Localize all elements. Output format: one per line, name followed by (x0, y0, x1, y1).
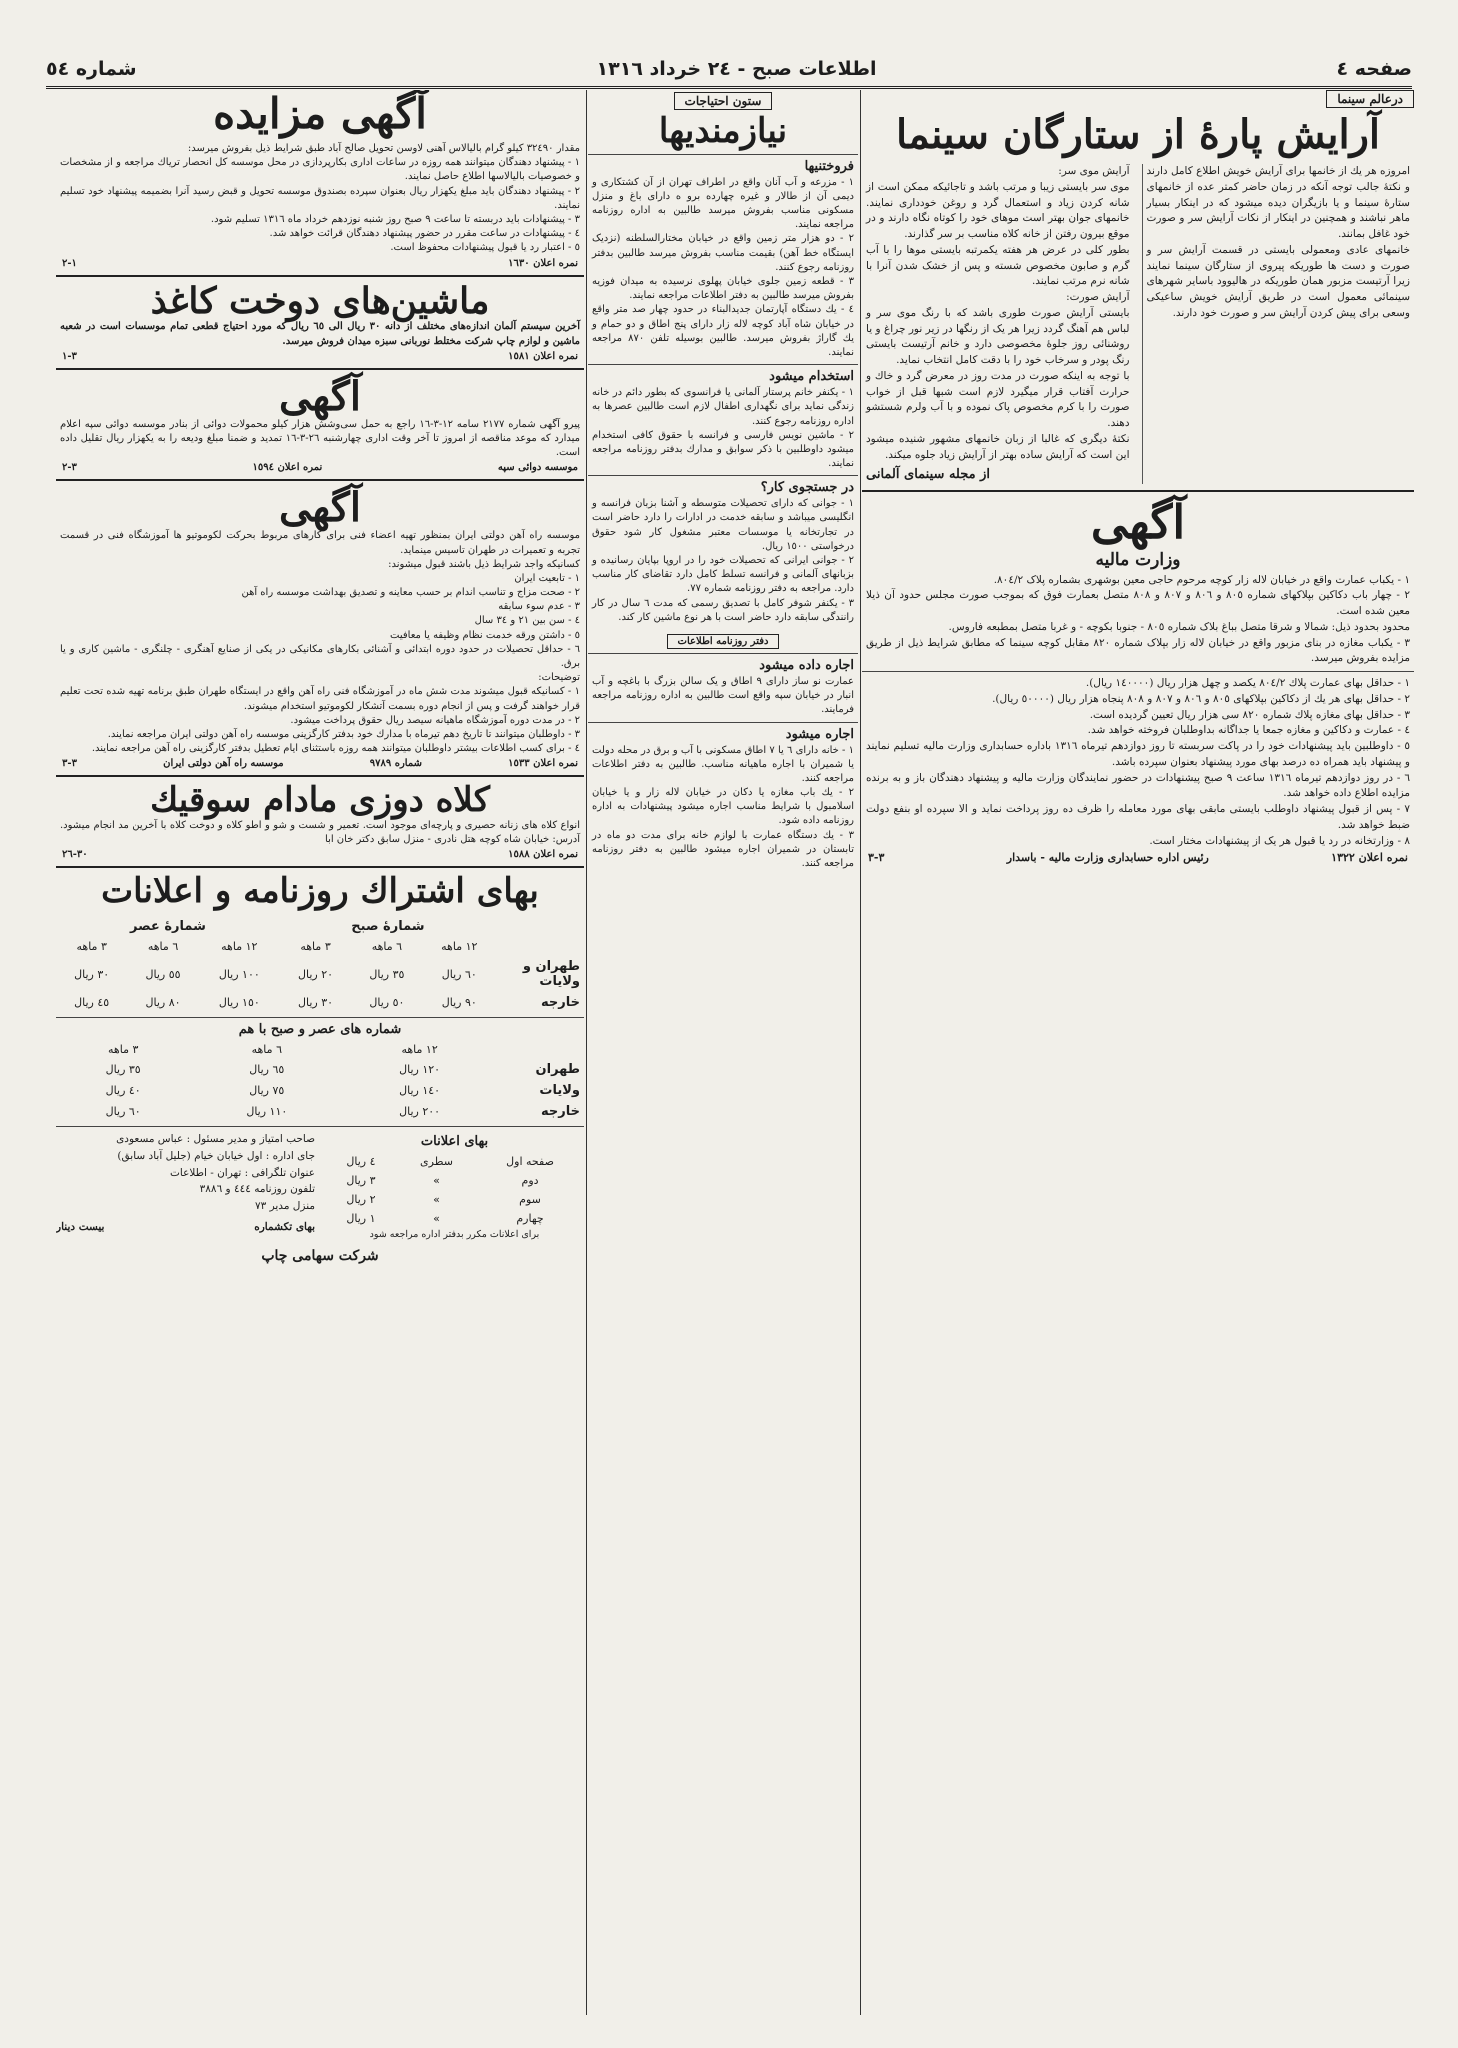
auction-ad-number: نمره اعلان ١٦٣٠ (508, 257, 578, 269)
sewing-title: ماشین‌های دوخت کاغذ (150, 279, 490, 322)
rate-cell: ٣٠ ریال (298, 996, 334, 1010)
rate-cell: ١١٠ ریال (246, 1105, 288, 1119)
table-row (56, 1059, 584, 1080)
ads-head: بهای اعلانات (420, 1134, 489, 1150)
rate-cell: ٩٠ ریال (441, 996, 477, 1010)
table-row (325, 1171, 584, 1190)
table-row (325, 1152, 584, 1171)
needs-kicker-wrap (588, 90, 858, 110)
rate-cell: ٣٥ ریال (105, 1063, 141, 1077)
row-label: خارجه (541, 1104, 580, 1120)
finance-ad-body: ١ - یکباب عمارت واقع در خیابان لاله زار کوچه مرحوم حاجی معین بوشهری بشماره پلاک ٨٠٤/٢. ٢ - چهار باب دکاکین بپلاکهای شماره ٨٠٥ و ٨٠٦ و ٨٠٧ و ٨٠٨ متصل بعمارت فوق که بموجب صورت مجلس حدود آن ذیلا معین شده است. محدود بحدود ذیل: شمالا و شرقا متصل بباغ بلاک شماره ٨٠٥ - جنوبا بکوچه - و غربا متصل بمطبعه فاروس. ٣ - یکباب مغازه در بنای مزبور واقع در خیابان لاله زار بپلاک شماره ٨٢٠ مقابل کوچه سینما که مطابق شرایط ذیل از طریق مزایده بفروش میرسد. (866, 573, 1410, 665)
single-price-label: بهای تکشماره (254, 1221, 315, 1234)
needs-section-head: در جستجوی کار؟ (760, 480, 854, 496)
rates-bottom (56, 1131, 584, 1241)
divider (588, 475, 858, 476)
rate-cell: ٣٠ ریال (74, 967, 110, 981)
needs-section-head: فروختنیها (804, 158, 854, 174)
hats-body: انواع کلاه های زنانه حصیری و پارچه‌ای موجود است. تعمیر و شست و شو و اطو کلاه و دوخت کلاه با آخرین مد انجام میشود. آدرس: خیابان شاه کوچه هتل نادری - منزل سابق دکتر خان ابا (60, 820, 580, 846)
period-cell: ٣ ماهه (76, 940, 107, 954)
ads-unit: » (433, 1174, 440, 1188)
telegraph: عنوان تلگرافی : تهران - اطلاعات (169, 1166, 315, 1179)
divider (862, 671, 1414, 672)
table-row (56, 1040, 584, 1059)
single-price: بیست دینار (56, 1221, 105, 1234)
auction-count: ١-٢ (62, 257, 77, 269)
finance-ad-count: ٣-٣ (868, 851, 885, 865)
needs-section (588, 727, 858, 872)
cinema-title: آرایش پارهٔ از ستارگان سینما (895, 111, 1381, 158)
finance-ad-footer (868, 851, 1408, 864)
page-number: صفحه ٤ (1336, 58, 1412, 80)
needs-footer: دفتر روزنامه اطلاعات (667, 634, 780, 649)
period-cell: ٦ ماهه (371, 940, 403, 954)
rate-cell: ٥٥ ریال (145, 967, 181, 981)
finance-ad-subtitle: وزارت مالیه (1095, 549, 1181, 570)
needs-section-head: اجاره میشود (785, 726, 854, 742)
sewing-body: آخرین سیستم آلمان اندازه‌های مختلف از دانه ٣٠ ریال الی ٦٥ ریال که مورد احتیاج قطعی تمام موسسات است در شعبه ماشین و لوازم چاپ شرکت مختلط نوربانی سبزه میدان فروش میرسد. (60, 321, 580, 347)
rate-cell: ٢٠٠ ریال (399, 1105, 441, 1119)
sewing-count: ٣-١ (62, 350, 77, 362)
needs-section-text: عمارت نو ساز دارای ٩ اطاق و یک سالن بزرگ با باغچه و آب انبار در خیابان سپه واقع است طالبین به اداره روزنامه مراجعه فرمایند. (592, 675, 855, 716)
cinema-source: از مجله سینمای آلمانی (866, 467, 990, 483)
rate-cell: ٤٠ ریال (105, 1084, 141, 1098)
right-column (862, 90, 1414, 2020)
period-cell: ١٢ ماهه (441, 940, 478, 954)
evening-head: شمارهٔ عصر (130, 919, 206, 935)
sewing-footer (62, 351, 578, 362)
divider (56, 775, 584, 777)
cinema-body (862, 164, 1414, 484)
auction-body: مقدار ٣٢٤٩٠ کیلو گرام بالیالاس آهنی لاوسن تحویل صالح آباد طبق شرایط ذیل بفروش میرسد: ١ - پیشنهاد دهندگان میتوانند همه روزه در ساعات اداری بکارپردازی در محل موسسه کل انحصار تریاك مراجعه و از مشخصات و خصوصیات بالیالاسها اطلاع حاصل نمایند. ٢ - پیشنهاد دهندگان باید مبلغ یکهزار ریال بعنوان سپرده بصندوق موسسه تحویل و قبض رسید آنرا بضمیمه پیشنهاد خود تسلیم نمایند. ٣ - پیشنهادات باید دربسته تا ساعت ٩ صبح روز شنبه نوزدهم خرداد ماه ١٣١٦ تسلیم شود. ٤ - پیشنهادات در ساعت مقرر در حضور پیشنهاد دهندگان قرائت خواهد شد. ٥ - اعتبار رد یا قبول پیشنهادات محفوظ است. (60, 143, 580, 254)
page-header (46, 52, 1412, 89)
divider (56, 479, 584, 481)
rail-intro: موسسه راه آهن دولتی ایران بمنظور تهیه اعضاء فنی برای کارهای مربوط بحرکت لکوموتیو ها آموزشگاه فنی در قسمت تجربه و تعمیرات در طهران تاسیس مینماید. کسانیکه واجد شرایط ذیل باشند قبول میشوند: (60, 530, 580, 570)
table-row (56, 956, 584, 992)
ads-unit: » (433, 1212, 440, 1226)
rate-cell: ١٤٠ ریال (399, 1084, 441, 1098)
needs-footer-wrap (588, 629, 858, 649)
needs-section (588, 658, 858, 718)
rate-cell: ٦٠ ریال (105, 1105, 141, 1119)
single-price-row (56, 1219, 315, 1236)
table-row (56, 937, 584, 956)
rate-cell: ٢٠ ریال (298, 967, 334, 981)
pharma-ad-number: نمره اعلان ١٥٩٤ (252, 462, 323, 474)
divider (588, 653, 858, 654)
divider (588, 722, 858, 723)
pharma-footer (62, 462, 578, 473)
hats-footer (62, 849, 578, 860)
subscription-table (56, 916, 584, 1013)
ads-price: ٢ ریال (346, 1193, 376, 1207)
ads-page: سوم (519, 1193, 541, 1207)
rates-title: بهای اشتراك روزنامه و اعلانات (101, 871, 539, 912)
needs-section-head: استخدام میشود (769, 369, 854, 385)
needs-section-head: اجاره داده میشود (759, 657, 854, 673)
ads-page: صفحه اول (506, 1155, 554, 1169)
auction-footer (62, 258, 578, 269)
ads-note: برای اعلانات مکرر بدفتر اداره مراجعه شود (369, 1229, 540, 1241)
needs-section (588, 369, 858, 471)
rail-count: ٣-٣ (62, 758, 77, 770)
row-label: خارجه (541, 995, 580, 1011)
period-cell: ٣ ماهه (300, 940, 331, 954)
masthead-date: اطلاعات صبح - ٢٤ خرداد ١٣١٦ (596, 58, 877, 80)
home-phone: منزل مدیر ٧٣ (254, 1200, 315, 1213)
row-label: ولایات (539, 1083, 580, 1099)
rate-cell: ٤٥ ریال (74, 996, 110, 1010)
rail-ad-number: نمره اعلان ١٥٣٣ (508, 758, 578, 770)
ads-price: ١ ریال (346, 1212, 376, 1226)
ads-price: ٣ ریال (346, 1174, 376, 1188)
hats-title: کلاه دوزی مادام سوقیك (150, 780, 490, 821)
column-divider (860, 90, 861, 2015)
column-divider (586, 90, 587, 2015)
rate-cell: ١٥٠ ریال (218, 996, 260, 1010)
ads-table (325, 1152, 584, 1228)
phone: تلفون روزنامه ٤٤٤ و ٣٨٨٦ (199, 1183, 315, 1196)
finance-ad-terms: ١ - حداقل بهای عمارت پلاك ٨٠٤/٢ یکصد و چهل هزار ریال (١٤٠٠٠٠ ریال). ٢ - حداقل بهای هر یك از دکاکین بپلاکهای ٨٠٥ و ٨٠٦ و ٨٠٧ و ٨٠٨ پنجاه هزار ریال (٥٠٠٠٠ ریال). ٣ - حداقل بهای مغازه پلاك شماره ٨٢٠ سی هزار ریال تعیین گردیده است. ٤ - عمارت و دکاکین و مغازه جمعا یا جداگانه بداوطلبان فروخته خواهد شد. ٥ - داوطلبین باید پیشنهادات خود را در پاکت سربسته تا روز دوازدهم تیرماه ١٣١٦ باداره حسابداری وزارت مالیه تسلیم نمایند و پیشنهاد باید همراه ده درصد بهای مورد پیشنهاد بعنوان سپرده باشد. ٦ - در روز دوازدهم تیرماه ١٣١٦ ساعت ٩ صبح پیشنهادات در حضور نمایندگان وزارت مالیه و پیشنهاد دهندگان باز و به برنده مزایده اطلاع داده خواهد شد. ٧ - پس از قبول پیشنهاد داوطلب بایستی مابقی بهای مورد معامله را ظرف ده روز پرداخت نماید و الا سپرده او بنفع دولت ضبط خواهد شد. ٨ - وزارتخانه در رد یا قبول هر یک از پیشنهادات مختار است. (866, 677, 1411, 847)
needs-kicker: ستون احتیاجات (674, 92, 773, 110)
needs-section-text: ١ - یکنفر خانم پرستار آلمانی یا فرانسوی که بطور دائم در خانه زندگی نماید برای نگهداری اطفال لازم است طالبین عصرها به اداره روزنامه رجوع کنند. ٢ - ماشین نویس فارسی و فرانسه با حقوق کافی استخدام میشود داوطلبین با ذکر سوابق و مدارك بدفتر روزنامه مراجعه نمایند. (592, 387, 854, 470)
combined-rates-table (56, 1040, 584, 1122)
divider (588, 154, 858, 155)
auction-title: آگهی مزایده (213, 90, 427, 138)
needs-section-text: ١ - جوانی که دارای تحصیلات متوسطه و آشنا بزبان فرانسه و انگلیسی میباشد و سابقه خدمت در ادارات را دارد حاضر است در تجارتخانه یا موسسات معتبر مشغول کار شود حقوق درخواستی ١٥٠٠ ریال. ٢ - جوانی ایرانی که تحصیلات خود را در اروپا بپایان رسانیده و بزبانهای آلمانی و فرانسه تسلط کامل دارد تقاضای کار مناسب دارد. مراجعه به دفتر روزنامه شماره ٧٧. ٣ - یکنفر شوفر کامل با تصدیق رسمی که مدت ٦ سال در کار رانندگی سابقه دارد حاضر است با هر نوع ماشین کار کند. (592, 498, 854, 623)
row-label: طهران (535, 1062, 580, 1078)
ads-unit: » (433, 1193, 440, 1207)
both-head: شماره های عصر و صبح با هم (238, 1022, 402, 1038)
left-column (56, 90, 584, 2010)
hats-count: ٣٠-٢٦ (62, 849, 88, 861)
needs-section (588, 480, 858, 625)
row-label: طهران و ولایات (522, 959, 580, 990)
rate-cell: ١٠٠ ریال (218, 967, 260, 981)
ads-page: چهارم (516, 1212, 544, 1226)
table-row (56, 1080, 584, 1101)
period-cell: ٦ ماهه (147, 940, 179, 954)
rate-cell: ٨٠ ریال (145, 996, 181, 1010)
rate-cell: ٦٥ ریال (249, 1063, 285, 1077)
rail-ref: شماره ٩٧٨٩ (369, 758, 423, 770)
cinema-paragraph: امروزه هر یك از خانمها برای آرایش خویش اطلاع کامل دارند و نکتهٔ جالب توجه آنکه در زمان حاضر کمتر عده از خانمهای ستارهٔ سینما و یا بازیگران دیده میشود که در اینکار بسیار ماهر نباشند و همچنین در اینکار از نکات آرایش سر و صورت خود غافل بمانند. خانمهای عادی ومعمولی بایستی در قسمت آرایش سر و صورت و دست ها طوریکه پیروی از ستارگان سینما نمایند زیرا آرتیست مزبور همان طوریکه در هالیوود باسایر شهرهای سینمائی معمول است در طریق آرایش خویش ساعیکی وسعی برای پیش کردن آرایش سر و صورت خود دارند. (1146, 165, 1410, 319)
table-row (56, 1101, 584, 1122)
period-cell: ١٢ ماهه (221, 940, 258, 954)
ads-page: دوم (521, 1174, 539, 1188)
hats-ad-number: نمره اعلان ١٥٨٨ (508, 849, 578, 861)
pharma-title: آگهی (279, 372, 361, 420)
needs-title: نیازمندیها (658, 111, 788, 151)
needs-section (588, 159, 858, 360)
morning-head: شمارهٔ صبح (351, 919, 425, 935)
pharma-count: ٣-٢ (62, 462, 77, 474)
publisher-info (56, 1131, 315, 1241)
ads-price: ٤ ریال (346, 1155, 376, 1169)
divider (862, 490, 1414, 492)
finance-ad-signature: رئیس اداره حسابداری وزارت مالیه - باسدار (1006, 851, 1209, 865)
rail-signature: موسسه راه آهن دولتی ایران (163, 758, 284, 770)
table-row (325, 1209, 584, 1228)
divider (56, 1017, 584, 1018)
table-row (325, 1190, 584, 1209)
rail-title: آگهی (279, 484, 361, 532)
needs-section-text: ١ - خانه دارای ٦ یا ٧ اطاق مسکونی با آب و برق در محله دولت یا شمیران با اجاره ماهیانه مناسب. طالبین به دفتر اطلاعات مراجعه کنند. ٢ - یك باب مغازه یا دکان در خیابان لاله زار و یا خیابان اسلامبول با شرایط مناسب اجاره میشود پیشنهادات به اداره روزنامه داده شود. ٣ - یك دستگاه عمارت با لوازم خانه برای مدت دو ماه در تابستان در شمیران اجاره میشود طالبین به دفتر روزنامه مراجعه کنند. (592, 744, 855, 869)
period-cell: ٦ ماهه (251, 1043, 282, 1057)
period-cell: ٣ ماهه (108, 1043, 139, 1057)
divider (56, 368, 584, 370)
divider (56, 866, 584, 868)
needs-section-text: ١ - مزرعه و آب آنان واقع در اطراف تهران از آن کشتکاری و دیمی آن از طالار و غیره چهارده برو ه دارای باغ و منزل مسکونی مناسب بفروش میرسد طالبین به اداره روزنامه مراجعه نمایند. ٢ - دو هزار متر زمین واقع در خیابان مختارالسلطنه (نزدیک ایستگاه خط آهن) بقیمت مناسب بفروش میرسد طالبین بدفتر روزنامه رجوع کنند. ٣ - قطعه زمین جلوی خیابان پهلوی نرسیده به میدان فوزیه بفروش میرسد طالبین به دفتر اطلاعات مراجعه نمایند. ٤ - یك دستگاه آپارتمان جدیدالبناء در حدود چهار صد متر واقع در خیابان شاه آباد کوچه لاله زار دارای پنج اطاق و دو حمام و یك گاراژ بفروش میرسد. طالبین بوسیله تلفن ٨٧٠ مراجعه نمایند. (592, 176, 854, 358)
cinema-paragraph: با توجه به اینکه صورت در مدت روز در معرض گرد و خاك و حرارت آفتاب قرار میگیرد لازم است شبها قبل از خواب صورت را با کرم مخصوص پاک نموده و با آب ولرم شستشو دهند. نکتهٔ دیگری که غالبا از زبان خانمهای مشهور شنیده میشود این است که آرایش ساده بهتر از آرایش زیاد جلوه میکند. (866, 369, 1130, 461)
rail-footer (62, 758, 578, 769)
finance-ad-title: آگهی (1090, 495, 1186, 550)
period-cell: ١٢ ماهه (401, 1043, 438, 1057)
cinema-subcolumn (862, 164, 1134, 484)
cinema-subcolumn (1142, 164, 1415, 484)
table-row (56, 916, 584, 937)
middle-column (588, 90, 858, 2010)
rail-notes: توضیحات: ١ - کسانیکه قبول میشوند مدت شش ماه در آموزشگاه فنی راه آهن واقع در ایستگاه طهران طبق برنامه تهیه شده تحت تعلیم قرار خواهند گرفت و پس از انجام دوره بسمت آتشکار لکوموتیو استخدام میشوند. ٢ - در مدت دوره آموزشگاه ماهیانه سیصد ریال حقوق پرداخت میشود. ٣ - داوطلبان میتوانند تا تاریخ دهم تیرماه با مدارك خود بدفتر کارگزینی موسسه راه آهن دولتی ایران مراجعه نمایند. ٤ - برای کسب اطلاعات بیشتر داوطلبان میتوانند همه روزه باستثنای ایام تعطیل بدفتر کارگزینی راه آهن مراجعه نمایند. (60, 672, 580, 755)
rail-items: ١ - تابعیت ایران ٢ - صحت مزاج و تناسب اندام بر حسب معاینه و تصدیق بهداشت موسسه راه آهن ٣ - عدم سوء سابقه ٤ - سن بین ٢١ و ٣٤ سال ٥ - داشتن ورقه خدمت نظام وظیفه یا معافیت ٦ - حداقل تحصیلات در حدود دوره ابتدائی و آشنائی بکارهای مکانیکی در یکی از صنایع آهنگری - چلنگری - ماشین کاری و یا برق. (60, 572, 580, 670)
divider (56, 1126, 584, 1127)
sewing-ad-number: نمره اعلان ١٥٨١ (508, 350, 578, 362)
rate-cell: ٣٥ ریال (369, 967, 405, 981)
owner: صاحب امتیاز و مدیر مسئول : عباس مسعودی (116, 1133, 315, 1146)
cinema-paragraph: آرایش موی سر: موی سر بایستی زیبا و مرتب باشد و تاجائیکه ممکن است از شانه کردن زیاد و استعمال گرد و روغن خودداری نمایند. خانمهای جوان بهتر است موهای خود را کوتاه نگاه دارند و در موقع بیرون رفتن از خانه کلاه مناسب بر سر گذارند. بطور کلی در عرض هر هفته یکمرتبه بایستی موها را با آب گرم و صابون مخصوص شسته و پس از خشک شدن آنرا با شانه نرم مرتب نمایند. آرایش صورت: بایستی آرایش صورت طوری باشد که با رنگ موی سر و لباس هم آهنگ گردد زیرا هر یک از رنگها در زیر نور چراغ و یا روشنائی روز جلوهٔ مخصوصی دارد و خانم آرتیست بایستی رنگ پودر و سرخاب خود را با دقت کامل انتخاب نماید. (866, 165, 1130, 366)
divider (588, 364, 858, 365)
issue-number: شماره ٥٤ (46, 58, 137, 80)
address: جای اداره : اول خیابان خیام (جلیل آباد سابق) (117, 1149, 315, 1162)
table-row (56, 992, 584, 1013)
pharma-body: پیرو آگهی شماره ٢١٧٧ سامه ١٢-٣-١٦ راجع به حمل سی‌وشش هزار کیلو محمولات دوائی از بنادر موسسه دوائی سپه اعلام میدارد که موعد مناقصه از امروز تا آخر وقت اداری چهارشنبه ٢٦-٣-١٦ تمدید و ضمنا مبلغ ودیعه را به یکهزار ریال تقلیل داده است. (60, 418, 580, 459)
rate-cell: ١٢٠ ریال (399, 1063, 441, 1077)
cinema-header (862, 90, 1414, 108)
printer: شرکت سهامی چاپ (261, 1247, 379, 1264)
divider (56, 275, 584, 277)
ads-pricing (325, 1131, 584, 1241)
finance-ad-number: نمره اعلان ١٣٢٢ (1331, 851, 1408, 865)
ads-unit: سطری (420, 1155, 453, 1169)
rate-cell: ٦٠ ریال (441, 967, 477, 981)
rate-cell: ٥٠ ریال (369, 996, 405, 1010)
rate-cell: ٧٥ ریال (249, 1084, 285, 1098)
cinema-kicker: درعالم سینما (1326, 90, 1414, 108)
pharma-signature: موسسه دوائی سپه (497, 462, 578, 474)
